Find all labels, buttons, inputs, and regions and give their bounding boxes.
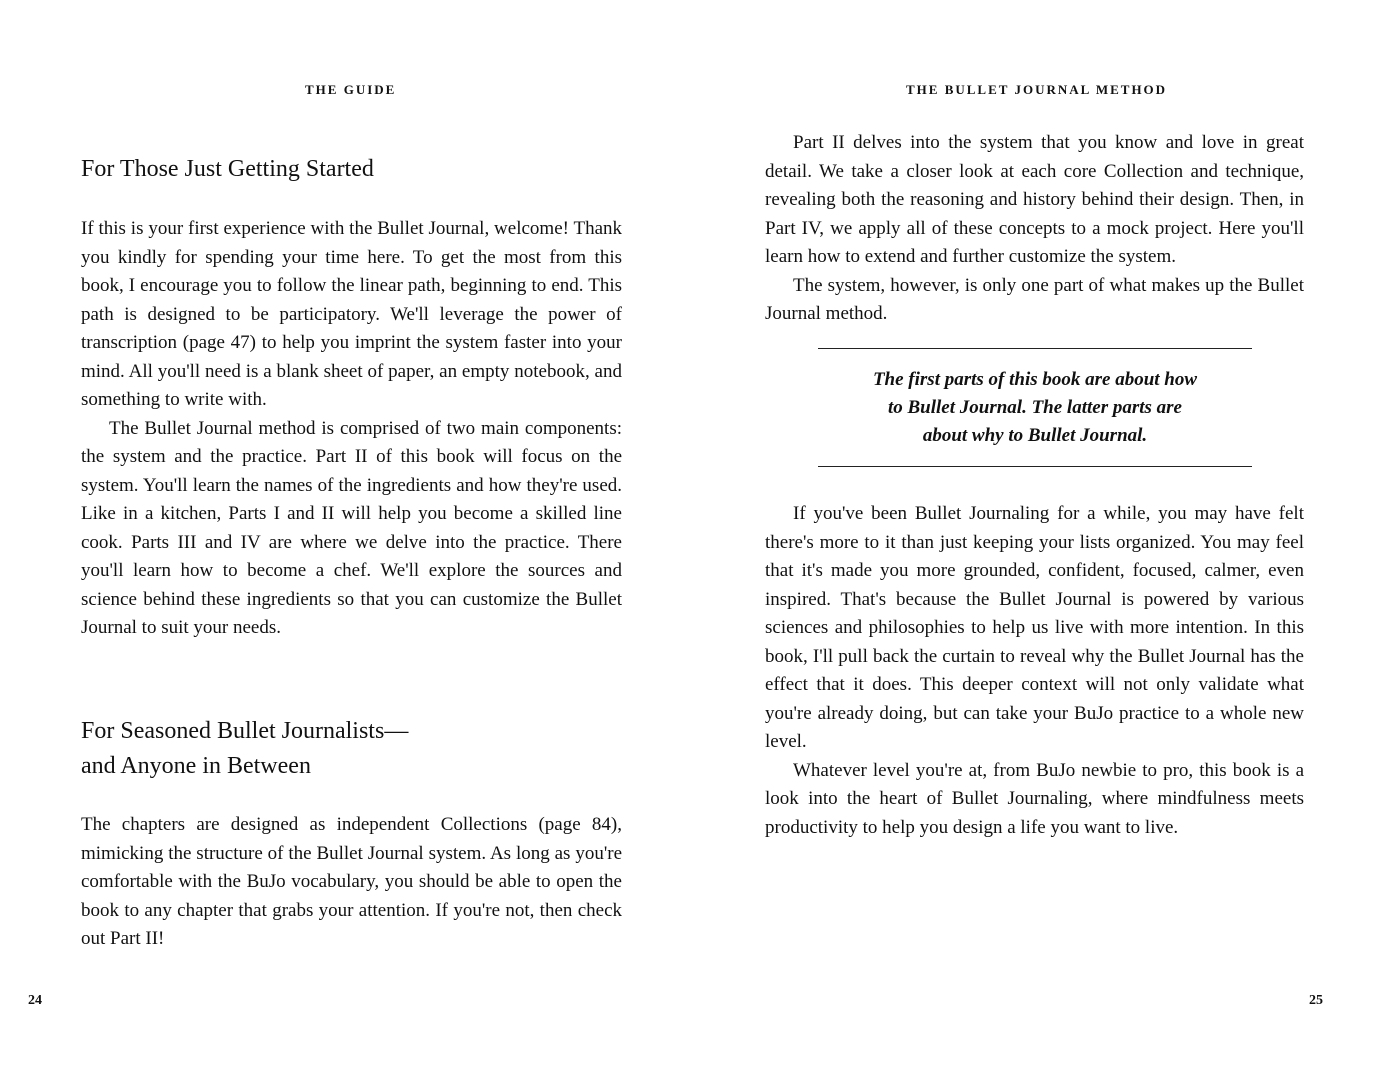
pullquote-line: to Bullet Journal. The latter parts are xyxy=(887,397,1182,418)
body-bottom xyxy=(765,500,1304,842)
pullquote-line: The first parts of this book are about how xyxy=(872,369,1198,390)
paragraph: If this is your first experience with the Bullet Journal, welcome! Thank you kindly for spending your time here. To get the most from this book, I encourage you to follow the linear path, beginning to end. This path is designed to be participatory. We'll leverage the power of transcription (page 47) to help you imprint the system faster into your mind. All you'll need is a blank sheet of paper, an empty notebook, and something to write with. xyxy=(81,218,622,410)
section-heading-getting-started xyxy=(81,152,641,187)
paragraph: Whatever level you're at, from BuJo newbie to pro, this book is a look into the heart of Bullet Journaling, where mindfulness meets productivity to help you design a life you want to live. xyxy=(765,759,1304,838)
paragraph: The Bullet Journal method is comprised of two main components: the system and the practice. Part II of this book will focus on the system. You'll learn the names of the ingredients and how they're used. Like in a kitchen, Parts I and II will help you become a skilled line cook. Parts III and IV are where we delve into the practice. There you'll learn how to become a chef. We'll explore the sources and science behind these ingredients so that you can customize the Bullet Journal to suit your needs. xyxy=(81,417,622,638)
divider-top xyxy=(818,348,1252,349)
pullquote-box xyxy=(818,348,1252,467)
heading-line: and Anyone in Between xyxy=(81,753,311,779)
section-body-seasoned xyxy=(81,811,622,954)
paragraph: Part II delves into the system that you know and love in great detail. We take a closer look at each core Collection and technique, revealing both the reasoning and history behind their design. Then, in Part IV, we apply all of these concepts to a mock project. Here you'll learn how to extend and further customize the system. xyxy=(765,132,1304,267)
pullquote-line: about why to Bullet Journal. xyxy=(922,425,1148,446)
section-heading-seasoned xyxy=(81,714,641,784)
running-head-right: THE BULLET JOURNAL METHOD xyxy=(906,82,1168,97)
running-head-left: THE GUIDE xyxy=(305,82,397,97)
heading-line: For Those Just Getting Started xyxy=(81,156,374,182)
heading-line: For Seasoned Bullet Journalists— xyxy=(81,718,409,744)
divider-bottom xyxy=(818,466,1252,467)
body-top xyxy=(765,129,1304,329)
page-number-left: 24 xyxy=(28,993,42,1008)
section-body-getting-started xyxy=(81,215,622,643)
paragraph: The system, however, is only one part of what makes up the Bullet Journal method. xyxy=(765,274,1304,324)
right-page xyxy=(698,0,1395,1080)
pullquote xyxy=(818,366,1252,450)
page-number-right: 25 xyxy=(1309,993,1323,1008)
paragraph: If you've been Bullet Journaling for a while, you may have felt there's more to it than just keeping your lists organized. You may feel that it's made you more grounded, confident, focused, calmer, even inspired. That's because the Bullet Journal is powered by various sciences and philosophies to help us live with more intention. In this book, I'll pull back the curtain to reveal why the Bullet Journal has the effect that it does. This deeper context will not only validate what you're already doing, but can take your BuJo practice to a whole new level. xyxy=(765,503,1304,752)
left-page xyxy=(0,0,697,1080)
paragraph: The chapters are designed as independent Collections (page 84), mimicking the structure of the Bullet Journal system. As long as you're comfortable with the BuJo vocabulary, you should be able to open the book to any chapter that grabs your attention. If you're not, then check out Part II! xyxy=(81,814,622,949)
